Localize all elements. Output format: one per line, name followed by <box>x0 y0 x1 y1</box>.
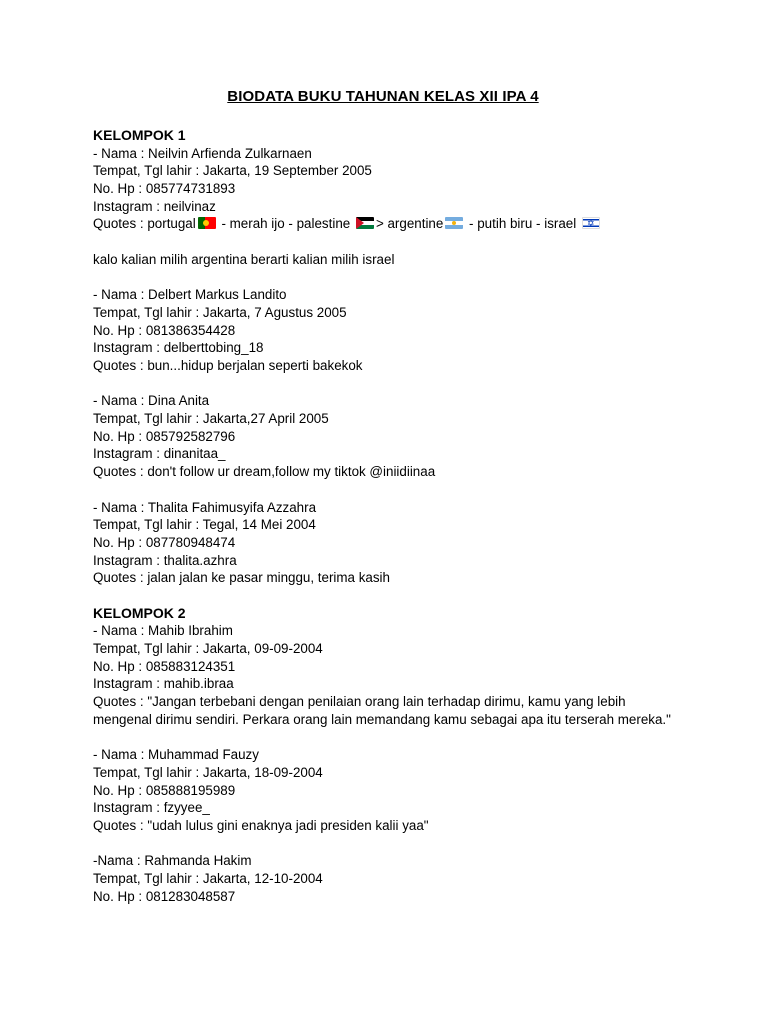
member-name: - Nama : Mahib Ibrahim <box>93 623 233 639</box>
member-phone: No. Hp : 085883124351 <box>93 658 236 674</box>
member-birth: Tempat, Tgl lahir : Jakarta,27 April 2005 <box>93 411 329 426</box>
member-birth: Tempat, Tgl lahir : Jakarta, 18-09-2004 <box>93 764 323 780</box>
member-quotes: Quotes : jalan jalan ke pasar minggu, terima kasih <box>93 570 390 586</box>
group-section <box>93 127 728 605</box>
spacer <box>93 835 728 853</box>
member-instagram: Instagram : dinanitaa_ <box>93 446 226 462</box>
member-note: kalo kalian milih argentina berarti kalian milih israel <box>93 251 395 267</box>
member-birth: Tempat, Tgl lahir : Jakarta, 09-09-2004 <box>93 640 323 656</box>
quotes-text: - merah ijo - palestine <box>217 216 354 232</box>
argentina-flag-icon <box>445 217 463 229</box>
member-quotes <box>93 215 728 233</box>
member-birth: Tempat, Tgl lahir : Jakarta, 12-10-2004 <box>93 871 323 887</box>
member-name: - Nama : Delbert Markus Landito <box>93 287 287 303</box>
member-entry <box>93 746 728 835</box>
member-name: - Nama : Muhammad Fauzy <box>93 747 259 763</box>
member-quotes: Quotes : don't follow ur dream,follow my tiktok @iniidiinaa <box>93 464 436 480</box>
group-heading: KELOMPOK 1 <box>93 127 186 143</box>
member-entry <box>93 145 728 269</box>
spacer <box>93 233 728 251</box>
member-instagram: Instagram : delberttobing_18 <box>93 340 264 356</box>
member-instagram: Instagram : fzyyee_ <box>93 800 210 816</box>
quotes-text: Quotes : portugal <box>93 216 196 232</box>
member-entry <box>93 852 728 905</box>
member-quotes: Quotes : "Jangan terbebani dengan penilaian orang lain terhadap dirimu, kamu yang lebih mengenal dirimu sendiri. Perkara orang lain memandang kamu sebagai apa itu terserah mereka." <box>93 694 671 727</box>
member-phone: No. Hp : 085888195989 <box>93 782 236 798</box>
israel-flag-icon <box>582 217 600 229</box>
member-instagram: Instagram : neilvinaz <box>93 198 216 214</box>
spacer <box>93 728 728 746</box>
member-entry <box>93 622 728 728</box>
spacer <box>93 375 728 393</box>
quotes-text: - putih biru - israel <box>465 216 580 232</box>
member-entry <box>93 392 728 481</box>
member-birth: Tempat, Tgl lahir : Jakarta, 19 September 2005 <box>93 163 372 179</box>
member-entry <box>93 286 728 375</box>
member-quotes: Quotes : bun...hidup berjalan seperti bakekok <box>93 357 363 373</box>
member-name: - Nama : Thalita Fahimusyifa Azzahra <box>93 499 317 515</box>
member-name: - Nama : Neilvin Arfienda Zulkarnaen <box>93 145 312 161</box>
member-phone: No. Hp : 087780948474 <box>93 534 236 550</box>
palestine-flag-icon <box>356 217 374 229</box>
member-quotes: Quotes : "udah lulus gini enaknya jadi presiden kalii yaa" <box>93 817 429 833</box>
spacer <box>93 481 728 499</box>
member-instagram: Instagram : mahib.ibraa <box>93 676 234 692</box>
member-birth: Tempat, Tgl lahir : Jakarta, 7 Agustus 2005 <box>93 304 347 320</box>
member-entry <box>93 499 728 588</box>
spacer <box>93 587 728 605</box>
member-phone: No. Hp : 081386354428 <box>93 322 236 338</box>
spacer <box>93 268 728 286</box>
group-section <box>93 605 728 906</box>
member-name: - Nama : Dina Anita <box>93 393 210 409</box>
member-instagram: Instagram : thalita.azhra <box>93 552 237 568</box>
member-phone: No. Hp : 081283048587 <box>93 888 236 904</box>
page-title: BIODATA BUKU TAHUNAN KELAS XII IPA 4 <box>227 88 539 105</box>
member-phone: No. Hp : 085792582796 <box>93 428 236 444</box>
member-birth: Tempat, Tgl lahir : Tegal, 14 Mei 2004 <box>93 517 316 533</box>
member-name: -Nama : Rahmanda Hakim <box>93 853 252 869</box>
group-heading: KELOMPOK 2 <box>93 604 186 621</box>
member-phone: No. Hp : 085774731893 <box>93 180 236 196</box>
quotes-text: > argentine <box>375 216 444 232</box>
portugal-flag-icon <box>198 217 216 229</box>
